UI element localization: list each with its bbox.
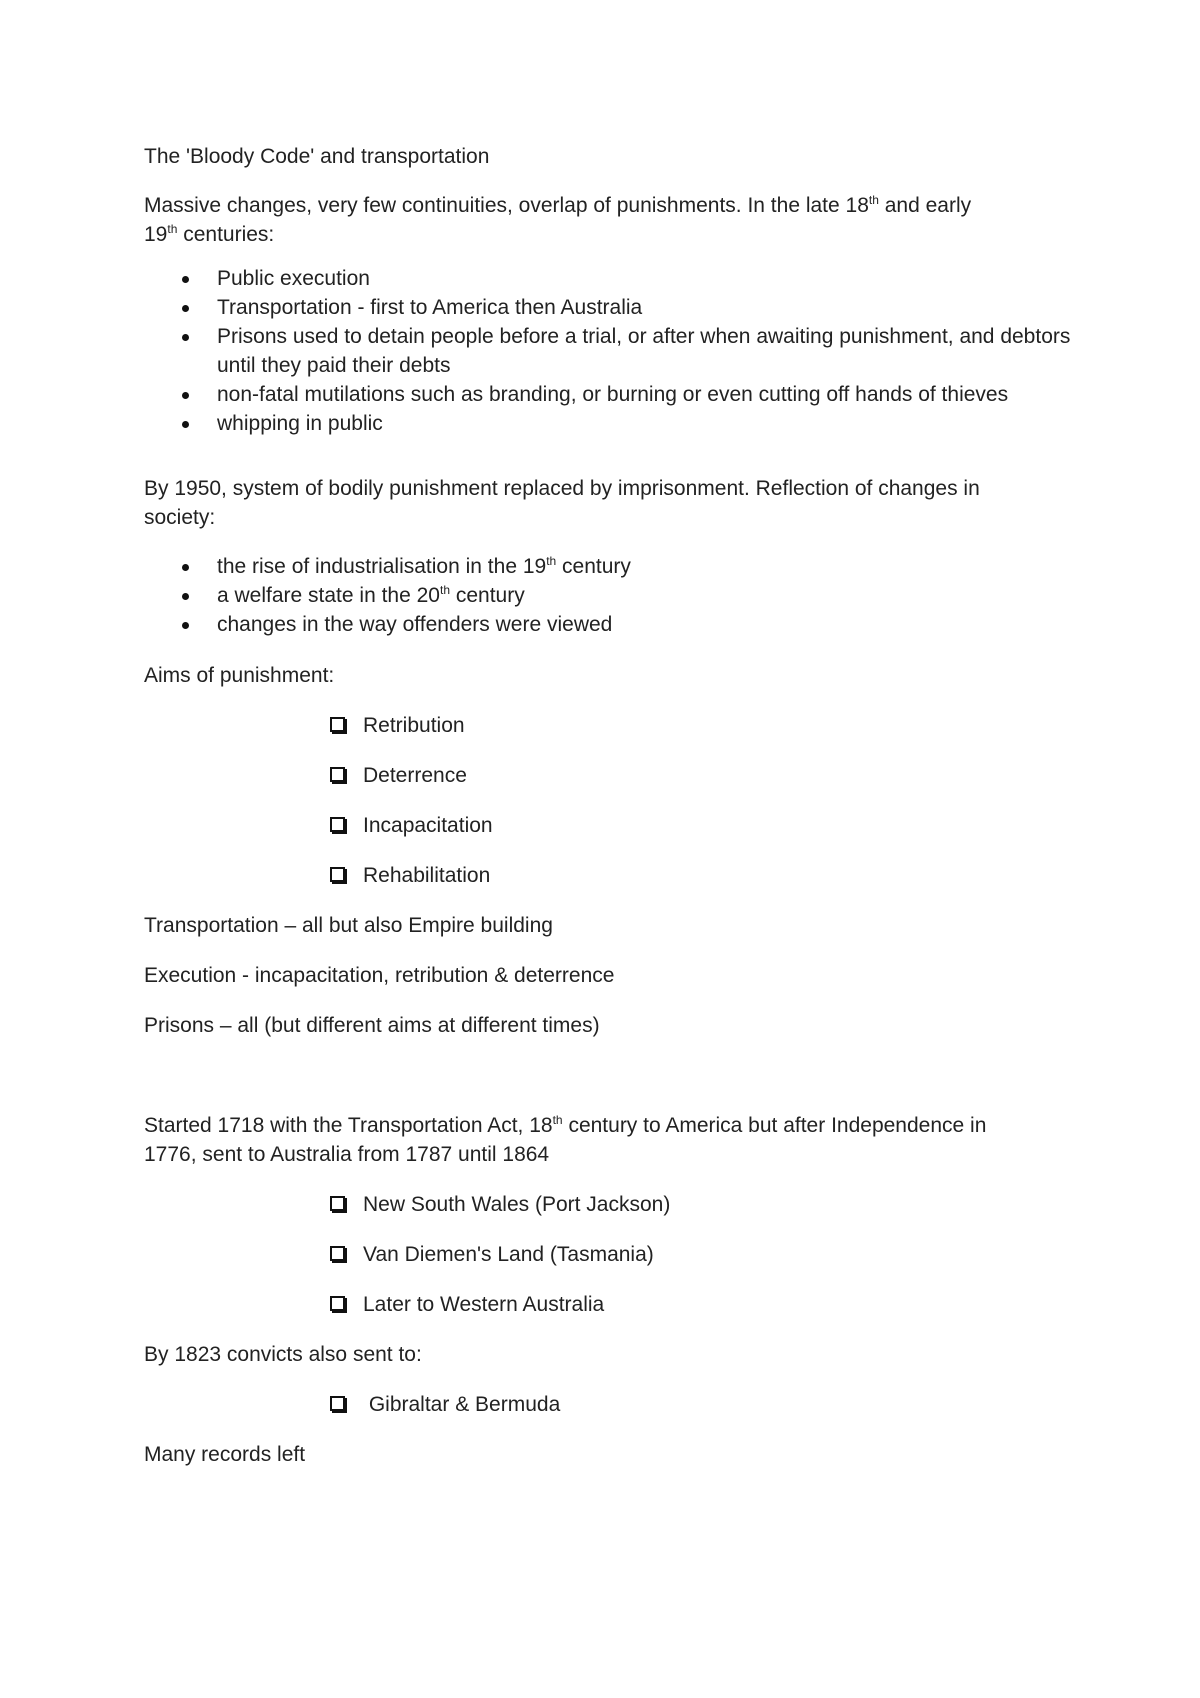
punishments-list <box>144 264 1084 438</box>
bullet-icon <box>182 593 189 600</box>
checkbox-icon <box>330 1396 345 1411</box>
bullet-icon <box>182 421 189 428</box>
list-item: Public execution <box>144 264 1084 293</box>
bullet-icon <box>182 622 189 629</box>
checkbox-icon <box>330 867 345 882</box>
prisons-aims: Prisons – all (but different aims at different times) <box>144 1014 600 1037</box>
bullet-icon <box>182 564 189 571</box>
list-item: changes in the way offenders were viewed <box>144 610 1084 639</box>
document-title: The 'Bloody Code' and transportation <box>144 145 490 168</box>
list-item: Van Diemen's Land (Tasmania) <box>328 1240 670 1269</box>
other-destinations-list <box>328 1390 560 1440</box>
list-item: Rehabilitation <box>328 861 493 890</box>
intro-paragraph: Massive changes, very few continuities, overlap of punishments. In the late 18th and early 19th centuries: <box>144 193 972 246</box>
checkbox-icon <box>330 767 345 782</box>
by-1950-paragraph: By 1950, system of bodily punishment replaced by imprisonment. Reflection of changes in society: <box>144 477 980 529</box>
bullet-icon <box>182 334 189 341</box>
started-paragraph: Started 1718 with the Transportation Act, 18th century to America but after Independence in 1776, sent to Australia from 1787 until 1864 <box>144 1113 987 1166</box>
list-item: the rise of industrialisation in the 19th century <box>144 552 1084 581</box>
bullet-icon <box>182 305 189 312</box>
list-item: Later to Western Australia <box>328 1290 670 1319</box>
checkbox-icon <box>330 817 345 832</box>
destinations-list <box>328 1190 670 1340</box>
checkbox-icon <box>330 717 345 732</box>
execution-aims: Execution - incapacitation, retribution & deterrence <box>144 964 615 987</box>
aims-list <box>328 711 493 911</box>
list-item: whipping in public <box>144 409 1084 438</box>
bullet-icon <box>182 392 189 399</box>
list-item: Gibraltar & Bermuda <box>328 1390 560 1419</box>
list-item: Deterrence <box>328 761 493 790</box>
transportation-aims: Transportation – all but also Empire building <box>144 914 553 937</box>
records-paragraph: Many records left <box>144 1443 306 1466</box>
bullet-icon <box>182 276 189 283</box>
checkbox-icon <box>330 1196 345 1211</box>
list-item: Prisons used to detain people before a trial, or after when awaiting punishment, and debtors until they paid their debts <box>144 322 1084 380</box>
list-item: Incapacitation <box>328 811 493 840</box>
list-item: New South Wales (Port Jackson) <box>328 1190 670 1219</box>
societal-changes-list <box>144 552 1084 639</box>
by-1823-paragraph: By 1823 convicts also sent to: <box>144 1343 422 1366</box>
list-item: non-fatal mutilations such as branding, or burning or even cutting off hands of thieves <box>144 380 1084 409</box>
checkbox-icon <box>330 1246 345 1261</box>
aims-heading: Aims of punishment: <box>144 664 335 687</box>
list-item: a welfare state in the 20th century <box>144 581 1084 610</box>
list-item: Transportation - first to America then Australia <box>144 293 1084 322</box>
list-item: Retribution <box>328 711 493 740</box>
checkbox-icon <box>330 1296 345 1311</box>
